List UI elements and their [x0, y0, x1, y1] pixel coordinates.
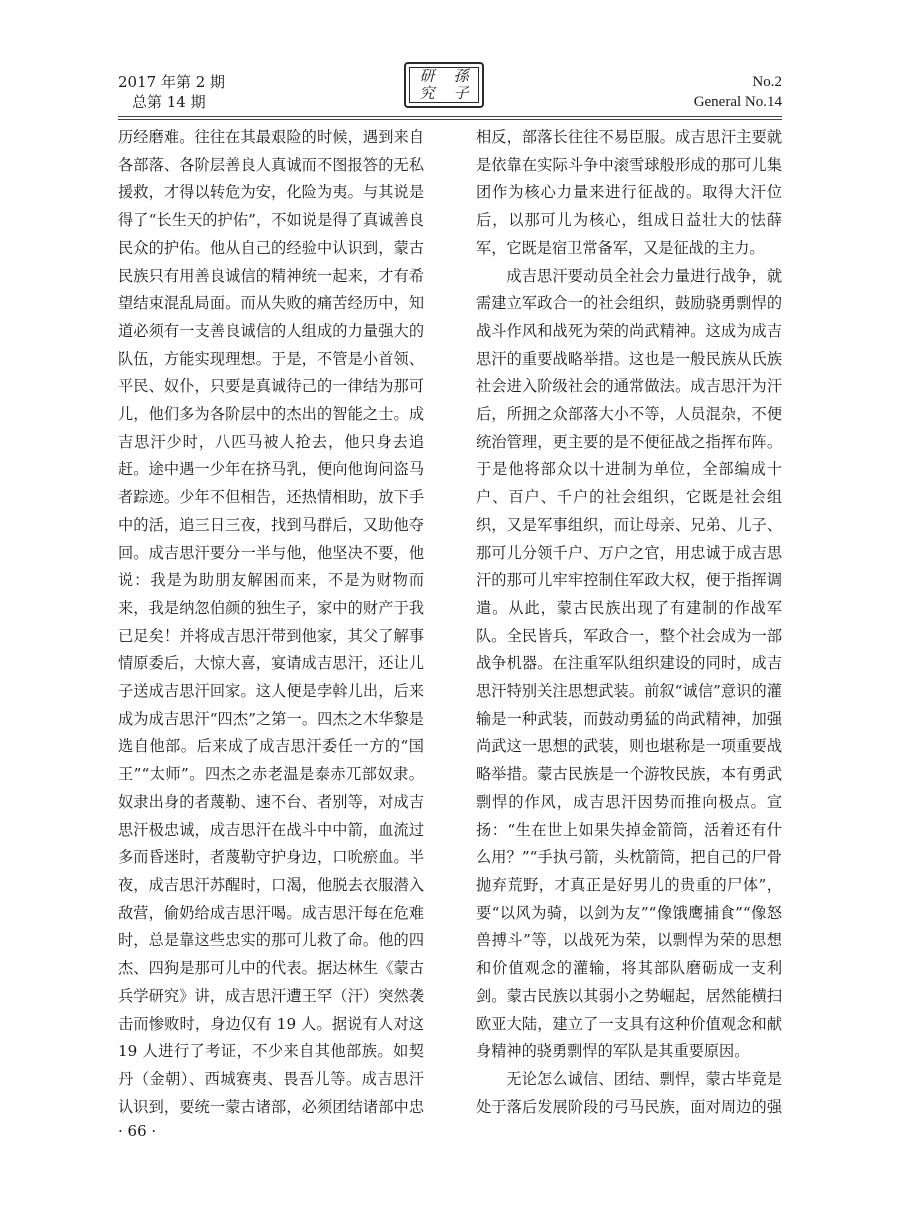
journal-logo: [404, 62, 484, 108]
body-paragraph: 成吉思汗要动员全社会力量进行战争，就需建立军政合一的社会组织，鼓励骁勇剽悍的战斗作风和战死为荣的尚武精神。这成为成吉思汗的重要战略举措。这也是一般民族从氏族社会进入阶级社会的通常做法。成吉思汗为汗后，所拥之众部落大小不等，人员混杂，不便统治管理，更主要的是不便征战之指挥布阵。于是他将部众以十进制为单位，全部编成十户、百户、千户的社会组织，它既是社会组织，又是军事组织，而让母亲、兄弟、儿子、那可儿分领千户、万户之官，用忠诚于成吉思汗的那可儿牢牢控制住军政大权，便于指挥调遣。从此，蒙古民族出现了有建制的作战军队。全民皆兵，军政合一，整个社会成为一部战争机器。在注重军队组织建设的同时，成吉思汗特别关注思想武装。前叙“诚信”意识的灌输是一种武装，而鼓动勇猛的尚武精神，加强尚武这一思想的武装，则也堪称是一项重要战略举措。蒙古民族是一个游牧民族，本有勇武剽悍的作风，成吉思汗因势而推向极点。宣扬：“生在世上如果失掉金箭筒，活着还有什么用？”“手执弓箭，头枕箭筒，把自己的尸骨抛弃荒野，才真正是好男儿的贵重的尸体”，要“以风为骑，以剑为友”“像饿鹰捕食”“像怒兽搏斗”等，以战死为荣，以剽悍为荣的思想和价值观念的灌输，将其部队磨砺成一支利剑。蒙古民族以其弱小之势崛起，居然能横扫欧亚大陆，建立了一支具有这种价值观念和献身精神的骁勇剽悍的军队是其重要原因。: [476, 266, 782, 1061]
issue-total-number: 总第 14 期: [132, 93, 206, 111]
journal-logo-char: 子: [453, 84, 469, 102]
issue-year-number: 2017 年第 2 期: [118, 73, 226, 91]
issue-number-en: No.2: [752, 74, 782, 90]
journal-logo-char: 究: [419, 84, 435, 102]
body-paragraph: 无论怎么诚信、团结、剽悍，蒙古毕竟是处于落后发展阶段的弓马民族，面对周边的强: [476, 1069, 782, 1116]
body-paragraph: 历经磨难。往往在其最艰险的时候，遇到来自各部落、各阶层善良人真诚而不图报答的无私援救，才得以转危为安，化险为夷。与其说是得了“长生天的护佑”，不如说是得了真诚善良民众的护佑。他从自己的经验中认识到，蒙古民族只有用善良诚信的精神统一起来，才有希望结束混乱局面。而从失败的痛苦经历中，知道必须有一支善良诚信的人组成的力量强大的队伍，方能实现理想。于是，不管是小首领、平民、奴仆，只要是真诚待己的一律结为那可儿，他们多为各阶层中的杰出的智能之士。成吉思汗少时，八匹马被人抢去，他只身去追赶。途中遇一少年在挤马乳，便向他询问盗马者踪迹。少年不但相告，还热情相助，放下手中的活，追三日三夜，找到马群后，又助他夺回。成吉思汗要分一半与他，他坚决不要，他说：我是为助朋友解困而来，不是为财物而来，我是纳忽伯颜的独生子，家中的财产于我已足矣！并将成吉思汗带到他家，其父了解事情原委后，大惊大喜，宴请成吉思汗，还让儿子送成吉思汗回家。这人便是孛斡儿出，后来成为成吉思汗“四杰”之第一。四杰之木华黎是选自他部。后来成了成吉思汗委任一方的“国王”“太师”。四杰之赤老温是泰赤兀部奴隶。奴隶出身的者蔑勒、速不台、者别等，对成吉思汗极忠诚，成吉思汗在战斗中中箭，血流过多而昏迷时，者蔑勒守护身边，口吮瘀血。半夜，成吉思汗苏醒时，口渴，他脱去衣服潜入敌营，偷奶给成吉思汗喝。成吉思汗每在危难时，总是靠这些忠实的那可儿救了命。他的四杰、四狗是那可儿中的代表。据达林生《蒙古兵学研究》讲，成吉思汗遭王罕（汗）突然袭击而惨败时，身边仅有 19 人。据说有人对这 19 人进行了考证，不少来自其他部族。如契丹（金朝）、西城赛夷、畏吾儿等。成吉思汗认识到，要统一蒙古诸部，必须团结诸部中忠: [118, 128, 424, 1116]
page-number: · 66 ·: [118, 1122, 157, 1140]
body-paragraph: 相反，部落长往往不易臣服。成吉思汗主要就是依靠在实际斗争中滚雪球般形成的那可儿集团作为核心力量来进行征战的。取得大汗位后，以那可儿为核心，组成日益壮大的怯薛军，它既是宿卫常备军，又是征战的主力。: [476, 128, 782, 257]
header-rule-bottom: [118, 119, 782, 120]
issue-info-en: [694, 72, 782, 112]
issue-info-cn: [118, 72, 225, 112]
journal-logo-char: 研: [419, 67, 435, 85]
body-column-right: [476, 124, 782, 1120]
header-rule-top: [118, 116, 782, 117]
journal-logo-char: 孫: [453, 67, 469, 85]
body-column-left: [118, 124, 424, 1120]
issue-general-number-en: General No.14: [693, 94, 782, 110]
